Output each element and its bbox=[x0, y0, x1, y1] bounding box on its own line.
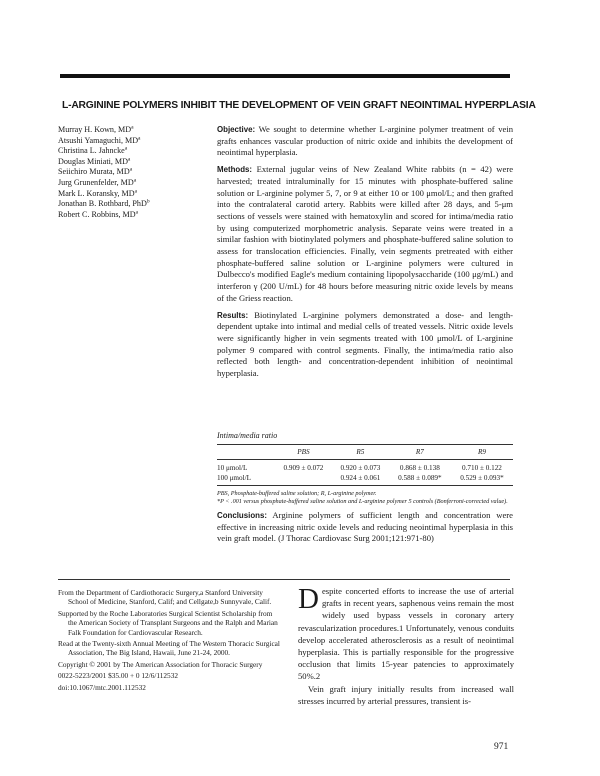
abstract-methods: Methods: External jugular veins of New Zealand White rabbits (n = 42) were harvested; treated intraluminally for 15 minutes with phosphate-buffered saline solution or L-arginine polymer 5, 7, or 9 at either 10 or 100 μmol/L; and then grafted into the contralateral carotid artery. Rabbits were killed after 28 days, and 5-μm sections of vessels were stained with hematoxylin and scored for intima/media ratio by using computerized morphometric analysis. Separate veins were treated in a similar fashion with biotinylated polymers and phosphate-buffered saline solution to assess for translocation efficiencies. Finally, vein segments pretreated with either phosphate-buffered saline solution or L-arginine polymers were cultured in Dulbecco's modified Eagle's medium containing lipopolysaccharide (100 μg/mL) and interferon γ (200 U/mL) for 48 hours before measuring nitric oxide levels by means of the Griess reaction. bbox=[217, 164, 514, 303]
data-table bbox=[217, 444, 513, 486]
meeting-note: Read at the Twenty-sixth Annual Meeting of The Western Thoracic Surgical Association, The Big Island, Hawaii, June 21-24, 2000. bbox=[58, 639, 280, 658]
page-number: 971 bbox=[494, 742, 509, 752]
author-item: Robert C. Robbins, $MD^a$ bbox=[58, 209, 139, 219]
footnote-rule bbox=[58, 579, 510, 580]
objective-label: Objective: bbox=[217, 125, 256, 134]
author-item: Murray H. Kown, $MD^a$ bbox=[58, 124, 134, 134]
conclusions-label: Conclusions: bbox=[217, 511, 267, 520]
copyright-note: Copyright © 2001 by The American Association for Thoracic Surgery bbox=[58, 659, 263, 669]
col-r9: R9 bbox=[451, 445, 513, 460]
col-r7: R7 bbox=[389, 445, 451, 460]
affiliation-note: From the Department of Cardiothoracic Surgery,a Stanford University School of Medicine, Stanford, Calif; and Cellgate,b Sunnyvale, Calif. bbox=[58, 588, 272, 607]
body-text bbox=[298, 585, 514, 707]
author-list bbox=[58, 125, 208, 220]
author-item: Christina L. Jahncke$^a$ bbox=[58, 145, 128, 156]
abstract bbox=[217, 124, 513, 385]
support-note: Supported by the Roche Laboratories Surgical Scientist Scholarship from the American Society of Transplant Surgeons and the Ralph and Marian Falk Foundation for Cardiovascular Research. bbox=[58, 608, 278, 637]
table-notes bbox=[217, 490, 513, 506]
table-note: *P < .001 versus phosphate-buffered saline solution and L-arginine polymer 5 controls (Bonferroni-corrected value). bbox=[217, 498, 508, 506]
abstract-conclusions: Conclusions: Arginine polymers of sufficient length and concentration were effective in increasing nitric oxide levels and reducing neointimal hyperplasia in this vein graft model. (J Thorac Cardiovasc Surg 2001;121:971-80) bbox=[217, 510, 513, 544]
header-rule bbox=[60, 74, 510, 78]
author-item: Jonathan B. Rothbard, PhD$^b$ bbox=[58, 198, 150, 209]
body-paragraph: Vein graft injury initially results from increased wall stresses incurred by arterial pressures, transient is- bbox=[298, 683, 514, 706]
footnotes bbox=[58, 588, 280, 694]
col-r5: R5 bbox=[332, 445, 389, 460]
methods-label: Methods: bbox=[217, 165, 253, 175]
issn-note: 0022-5223/2001 $35.00 + 0 12/6/112532 bbox=[58, 671, 178, 681]
results-label: Results: bbox=[217, 310, 249, 320]
table-row: 10 μmol/L 0.909 ± 0.072 0.920 ± 0.073 0.868 ± 0.138 0.710 ± 0.122 bbox=[217, 464, 502, 472]
table-caption: Intima/media ratio bbox=[217, 431, 278, 440]
table-note: PBS, Phosphate-buffered saline solution; R, L-arginine polymer. bbox=[217, 490, 377, 497]
author-item: Jurg Grunenfelder, $MD^a$ bbox=[58, 177, 137, 187]
abstract-results: Results: Biotinylated L-arginine polymers demonstrated a dose- and length-dependent uptake into intimal and medial cells of treated vessels. Nitric oxide levels were significantly higher in vein segments treated with 100 μmol/L of L-arginine polymer 9 compared with control segments. Finally, the intima/media ratio also reflected both length- and concentration-dependent inhibition of neointimal hyperplasia. bbox=[217, 309, 513, 379]
article-title: L-ARGININE POLYMERS INHIBIT THE DEVELOPMENT OF VEIN GRAFT NEOINTIMAL HYPERPLASIA bbox=[62, 100, 536, 111]
author-item: Seiichiro Murata, $MD^a$ bbox=[58, 166, 133, 177]
drop-cap: D bbox=[298, 583, 319, 615]
author-item: Douglas Miniati, $MD^a$ bbox=[58, 156, 131, 166]
table-row: 100 μmol/L 0.924 ± 0.061 0.588 ± 0.089* 0.529 ± 0.093* bbox=[217, 473, 513, 486]
doi-note: doi:10.1067/mtc.2001.112532 bbox=[58, 682, 146, 692]
author-item: Atsushi Yamaguchi, $MD^a$ bbox=[58, 134, 141, 145]
table-header-row bbox=[217, 445, 513, 460]
author-item: Mark L. Koransky, $MD^a$ bbox=[58, 187, 138, 198]
abstract-objective: Objective: We sought to determine whether L-arginine polymer treatment of vein grafts enhances vascular production of nitric oxide and inhibits the development of neointimal hyperplasia. bbox=[217, 124, 513, 158]
intima-media-table bbox=[217, 431, 513, 506]
col-pbs: PBS bbox=[275, 445, 332, 460]
body-paragraph: Despite concerted efforts to increase the use of arterial grafts in recent years, saphenous veins remain the most widely used bypass vessels in coronary artery revascularization procedures.1 Unfortunately, venous conduits develop accelerated atherosclerosis as a result of neointimal hyperplasia. This is partially responsible for the progressive occlusion that limits 15-year patencies to approximately 50%.2 bbox=[298, 583, 514, 682]
